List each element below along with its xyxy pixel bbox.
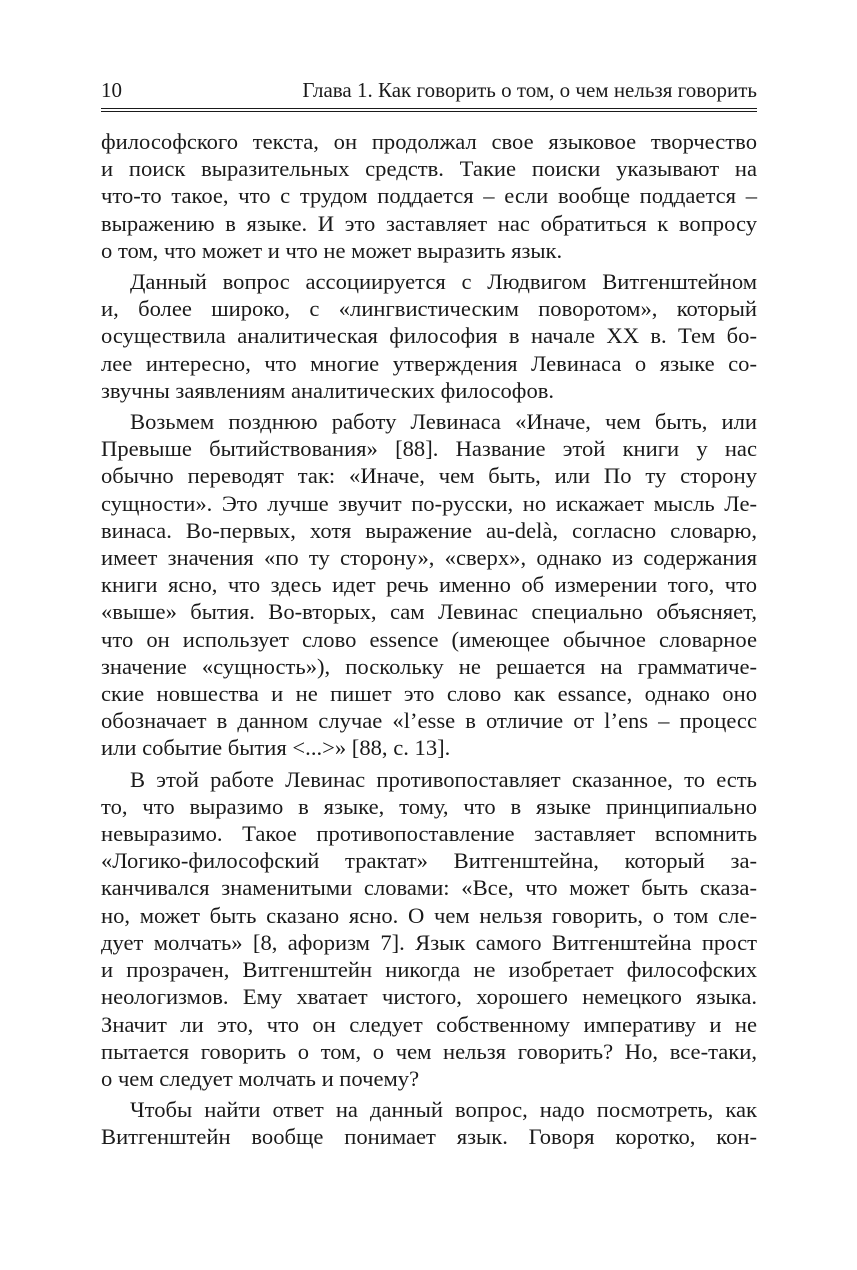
text-line: канчивался знаменитыми словами: «Все, что может быть сказа- (101, 875, 757, 901)
text-line: философского текста, он продолжал свое языковое творчество (101, 129, 757, 154)
text-line: что он использует слово essence (имеющее обычное словарное (101, 626, 757, 652)
text-line: неологизмов. Ему хватает чистого, хорошего немецкого языка. (101, 984, 757, 1010)
text-line: обозначает в данном случае «l’esse в отличие от l’ens – процесс (101, 708, 757, 734)
text-line: обычно переводят так: «Иначе, чем быть, или По ту сторону (101, 463, 757, 489)
text-line: Значит ли это, что он следует собственному императиву и не (101, 1011, 757, 1037)
text-line: сущности». Это лучше звучит по-русски, но искажает мысль Ле- (101, 490, 757, 516)
text-line: о чем следует молчать и почему? (101, 1065, 420, 1091)
text-line: звучны заявлениям аналитических философов. (101, 377, 555, 403)
text-line: Чтобы найти ответ на данный вопрос, надо посмотреть, как (130, 1097, 757, 1123)
text-line: то, что выразимо в языке, тому, что в языке принципиально (101, 793, 757, 819)
text-line: невыразимо. Такое противопоставление заставляет вспомнить (101, 821, 757, 847)
running-head (101, 76, 757, 106)
paragraph (101, 1096, 757, 1150)
text-line: что-то такое, что с трудом поддается – если вообще поддается – (101, 183, 757, 209)
text-line: лее интересно, что многие утверждения Левинаса о языке со- (101, 350, 757, 376)
paragraph (101, 268, 757, 404)
text-line: дует молчать» [8, афоризм 7]. Язык самого Витгенштейна прост (101, 929, 757, 955)
text-line: и, более широко, с «лингвистическим поворотом», который (101, 296, 757, 322)
paragraph (101, 408, 757, 762)
text-line: и поиск выразительных средств. Такие поиски указывают на (101, 156, 757, 182)
book-page (101, 76, 757, 1155)
chapter-title: Глава 1. Как говорить о том, о чем нельзя говорить (302, 78, 757, 102)
text-line: осуществила аналитическая философия в начале XX в. Тем бо- (101, 323, 757, 349)
text-line: винаса. Во-первых, хотя выражение au-delà, согласно словарю, (101, 517, 757, 543)
text-line: В этой работе Левинас противопоставляет сказанное, то есть (130, 766, 757, 792)
page-number: 10 (101, 78, 122, 102)
paragraph (101, 128, 757, 264)
text-line: но, может быть сказано ясно. О чем нельзя говорить, о том сле- (101, 902, 757, 928)
text-line: «Логико-философский трактат» Витгенштейна, который за- (101, 848, 757, 874)
text-line: «выше» бытия. Во-вторых, сам Левинас специально объясняет, (101, 599, 757, 625)
text-line: значение «сущность»), поскольку не решается на грамматиче- (101, 653, 757, 679)
text-line: Витгенштейн вообще понимает язык. Говоря коротко, кон- (101, 1124, 757, 1150)
text-line: Возьмем позднюю работу Левинаса «Иначе, чем быть, или (130, 409, 757, 435)
text-line: и прозрачен, Витгенштейн никогда не изобретает философских (101, 957, 757, 983)
text-line: Превыше бытийствования» [88]. Название этой книги у нас (101, 436, 757, 462)
header-double-rule (101, 108, 757, 112)
body-text (101, 128, 757, 1151)
text-line: пытается говорить о том, о чем нельзя говорить? Но, все-таки, (101, 1038, 757, 1064)
text-line: о том, что может и что не может выразить язык. (101, 237, 563, 263)
paragraph (101, 766, 757, 1092)
text-line: книги ясно, что здесь идет речь именно об измерении того, что (101, 572, 757, 598)
text-line: выражению в языке. И это заставляет нас обратиться к вопросу (101, 210, 757, 236)
text-line: имеет значения «по ту сторону», «сверх», однако из содержания (101, 545, 757, 571)
text-line: или событие бытия <...>» [88, с. 13]. (101, 735, 451, 761)
text-line: ские новшества и не пишет это слово как essance, однако оно (101, 681, 757, 707)
text-line: Данный вопрос ассоциируется с Людвигом Витгенштейном (130, 269, 757, 295)
